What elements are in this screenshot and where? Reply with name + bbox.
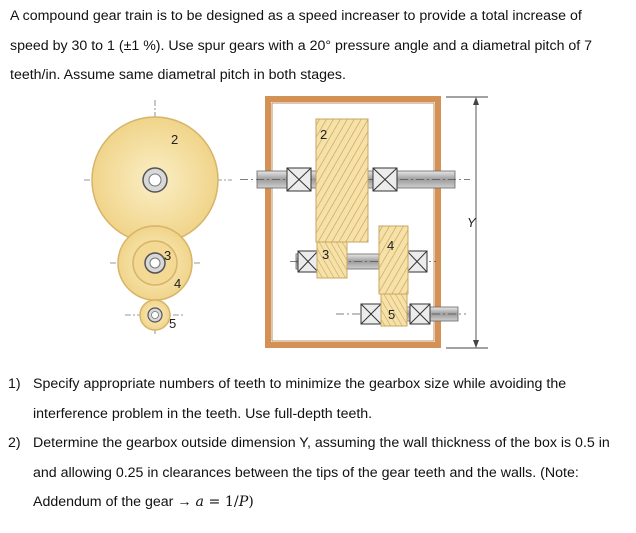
front-label-gear-5: 5 [388, 307, 396, 322]
question-2-text: Determine the gearbox outside dimension Y, assuming the wall thickness of the box is 0.5 in and allowing 0.25 in clearances between the tips of the gear teeth and the walls. (Note: Addendum of the gear → [33, 435, 610, 510]
addendum-formula: a = 1/P) [195, 494, 254, 510]
question-2-number: 2) [8, 435, 21, 451]
front-label-gear-3: 3 [322, 247, 330, 262]
problem-statement: A compound gear train is to be designed as a speed increaser to provide a total increase of speed by 30 to 1 (±1 %). Use spur gears with a 20° pressure angle and a diametral pitch of 7 teeth/in. Assume same diametral pitch in both stages. [10, 8, 593, 83]
side-view [84, 100, 232, 335]
question-2 [8, 429, 624, 518]
gear-4-front [379, 226, 408, 294]
side-label-gear-5: 5 [169, 316, 177, 331]
question-1-number: 1) [8, 376, 21, 392]
question-list [8, 370, 624, 518]
question-1-text: Specify appropriate numbers of teeth to minimize the gearbox size while avoiding the interference problem in the teeth. Use full-depth teeth. [33, 376, 567, 422]
front-label-gear-2: 2 [320, 127, 328, 142]
front-label-gear-4: 4 [387, 238, 395, 253]
side-label-gear-4: 4 [174, 276, 182, 291]
dimension-y-label: Y [467, 215, 476, 230]
side-label-gear-2: 2 [171, 132, 179, 147]
side-label-gear-3: 3 [164, 248, 172, 263]
front-view [240, 97, 488, 348]
question-1 [8, 370, 624, 429]
